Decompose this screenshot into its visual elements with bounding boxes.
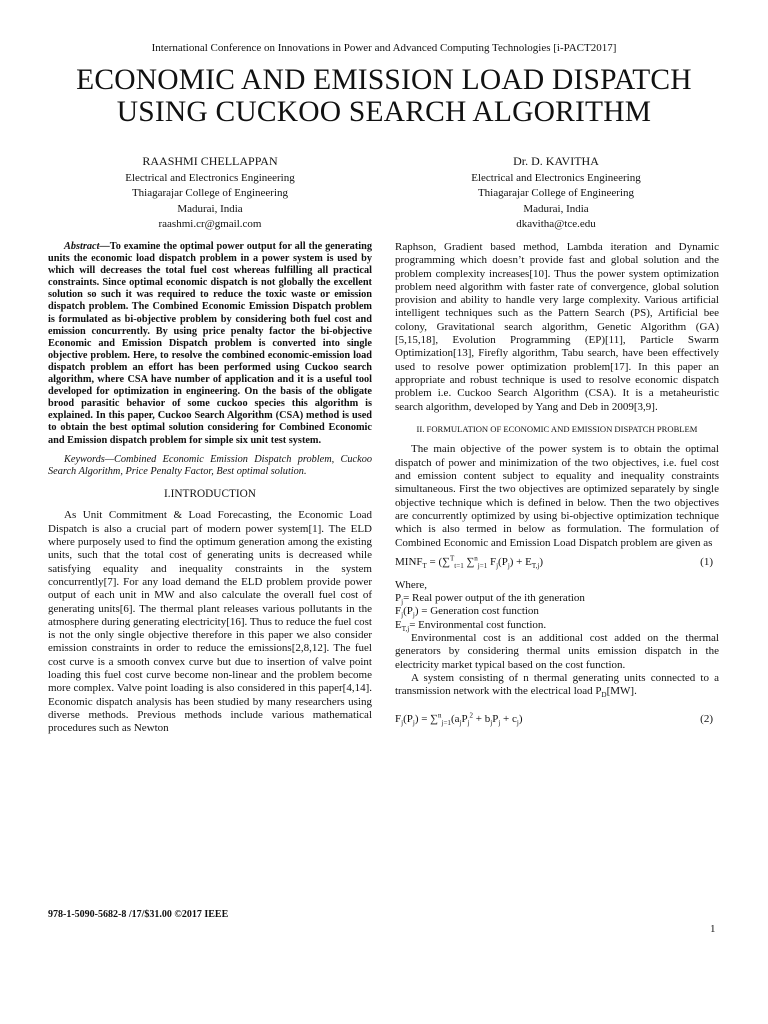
keywords: Keywords—Combined Economic Emission Dispatch problem, Cuckoo Search Algorithm, Price Penalty Factor, Best optimal solution. bbox=[48, 453, 372, 477]
page-number: 1 bbox=[710, 923, 716, 935]
abstract-text: To examine the optimal power output for all the generating units the economic load dispatch problem in a power system is used by which will decreases the total fuel cost whereas fulfilling all practical constraints. Since optimal economic dispatch is not globally the excellent solution so such it was required to reduce the toxic waste or emission dispatch problem. The Combined Economic Emission Dispatch problem is formulated as bi-objective problem by considering both fuel cost and emission concurrently. By using price penalty factor the bi-objective Economic and Emission Dispatch problem is converted into single objective problem. Here, to resolve the combined economic-emission load dispatch problem an effort has been performed using Cuckoo search algorithm, where CSA have number of application and it is a useful tool developed for optimization in engineering. On the basis of the obligate brood parasitic behavior of some cuckoo species this algorithm is explained. In this paper, Cuckoo Search Algorithm (CSA) method is used to obtain the best optimal solution considering for Combined Economic and Emission dispatch problem for simple six unit test system. bbox=[48, 241, 372, 446]
author-email: dkavitha@tce.edu bbox=[516, 217, 596, 230]
where-label: Where, bbox=[395, 578, 428, 591]
author-dept: Electrical and Electronics Engineering bbox=[125, 172, 295, 185]
author-city: Madurai, India bbox=[523, 202, 589, 215]
equation-1-number: (1) bbox=[700, 555, 713, 568]
author-college: Thiagarajar College of Engineering bbox=[477, 187, 635, 200]
section-heading-formulation: II. FORMULATION OF ECONOMIC AND EMISSION DISPATCH PROBLEM bbox=[416, 423, 698, 434]
author-college: Thiagarajar College of Engineering bbox=[131, 187, 289, 200]
system-paragraph: A system consisting of n thermal generating units connected to a transmission network with the electrical load $P_D[MW]$. bbox=[395, 671, 719, 700]
author-email: raashmi.cr@gmail.com bbox=[158, 217, 262, 230]
paper-title bbox=[20, 64, 748, 128]
author-dept: Electrical and Electronics Engineering bbox=[471, 172, 641, 185]
title-line-1: ECONOMIC AND EMISSION LOAD DISPATCH bbox=[76, 64, 692, 96]
equation-1 bbox=[395, 554, 719, 573]
conference-header: International Conference on Innovations in Power and Advanced Computing Technologies [i-PACT2017] bbox=[151, 42, 617, 54]
equation-2 bbox=[395, 711, 719, 730]
definition-pj: $P_j=$ Real power output of the ith generation bbox=[395, 592, 585, 607]
environment-paragraph: Environmental cost is an additional cost added on the thermal generators by considering thermal units emission dispatch in the electricity market typical based on the cost function. bbox=[395, 632, 719, 671]
formulation-paragraph: The main objective of the power system is to obtain the optimal dispatch of power and minimization of the two objectives, i.e. fuel cost and emission content subject to equality and inequality constraints simultaneous. First the two objectives are optimized separately by single objective technique which is defined in below. Then the two objectives are concurrently optimized by using bi-objective optimization technique which is also termed in below as formulation. The formulation of Combined Economic and Emission Load Dispatch problem are given as bbox=[395, 443, 719, 549]
continued-paragraph: Raphson, Gradient based method, Lambda iteration and Dynamic programming which doesn’t provide fast and global solution and the problem complexity increases[10]. Thus the power system optimization problem need algorithm with faster rate of convergence, global solution provision and ability to handle very large complexity. Various artificial intelligent techniques such as the Pattern Search (PS), Artificial bee colony, Gravitational search algorithm, Genetic Algorithm (GA)[5,15,18], Evolution Programming (EP)[11], Particle Swarm Optimization[13], Firefly algorithm, Tabu search, have been effectively used to resolve power optimization problem[17]. In this paper an appropriate and robust technique is used to resolve economic dispatch problem i.e. Cuckoo Search Algorithm (CSA). It is a metaheuristic search algorithm, developed by Yang and Deb in 2009[3,9]. bbox=[395, 241, 719, 413]
author-name: Dr. D. KAVITHA bbox=[513, 154, 599, 168]
title-line-2: USING CUCKOO SEARCH ALGORITHM bbox=[116, 96, 652, 128]
footer-copyright: 978-1-5090-5682-8 /17/$31.00 ©2017 IEEE bbox=[48, 909, 229, 920]
author-name: RAASHMI CHELLAPPAN bbox=[142, 154, 278, 168]
equation-1-expression: $MINF_T = (\sum^T_{t=1}$ ∑$^n_{j=1}$ $F_j(P_j) + E_{T,j}$) bbox=[395, 554, 543, 571]
abstract bbox=[48, 241, 372, 447]
author-block-1 bbox=[60, 154, 360, 232]
left-column bbox=[48, 241, 372, 736]
definition-etj: $E_{T,j}=$ Environmental cost function. bbox=[395, 618, 547, 633]
section-heading-introduction: I.INTRODUCTION bbox=[164, 488, 256, 501]
definition-fj: $F_j(P_j)$ = Generation cost function bbox=[395, 605, 539, 620]
equation-2-expression: $F_j(P_j) = \sum^n_{j=1}(a_jP_j^2 + b_jP_j + c_j)$ bbox=[395, 710, 523, 727]
intro-paragraph: As Unit Commitment & Load Forecasting, the Economic Load Dispatch is also a crucial part of modern power system[1]. The ELD where purposely used to find the optimum generation among the existing units, such that the total cost of generating units is decreased while satisfying equality and inequality constraints in the system concurrently[7]. For any load demand the ELD problem provide power output of each unit in MW and also calculate the overall fuel cost of generating units[6]. The thermal plant releases various pollutants in the atmosphere during generating electricity[16]. Thus to reduce the fuel cost is not the only single objective therefore in this paper we also consider emission constraints in order to reduce the emissions[2,8,12]. The fuel cost curve is a smooth convex curve but due to insertion of valve point loading this fuel cost curve become non-linear and the problem become more complex. Valve point loading is also considered in this paper[4,14]. Economic dispatch analysis has been studied by many researchers using diverse methods. Previous methods include various mathematical procedures such as Newton bbox=[48, 509, 372, 735]
author-city: Madurai, India bbox=[177, 202, 243, 215]
author-block-2 bbox=[406, 154, 706, 232]
equation-2-number: (2) bbox=[700, 712, 713, 725]
abstract-label: Abstract— bbox=[64, 241, 110, 252]
right-column bbox=[395, 241, 719, 736]
